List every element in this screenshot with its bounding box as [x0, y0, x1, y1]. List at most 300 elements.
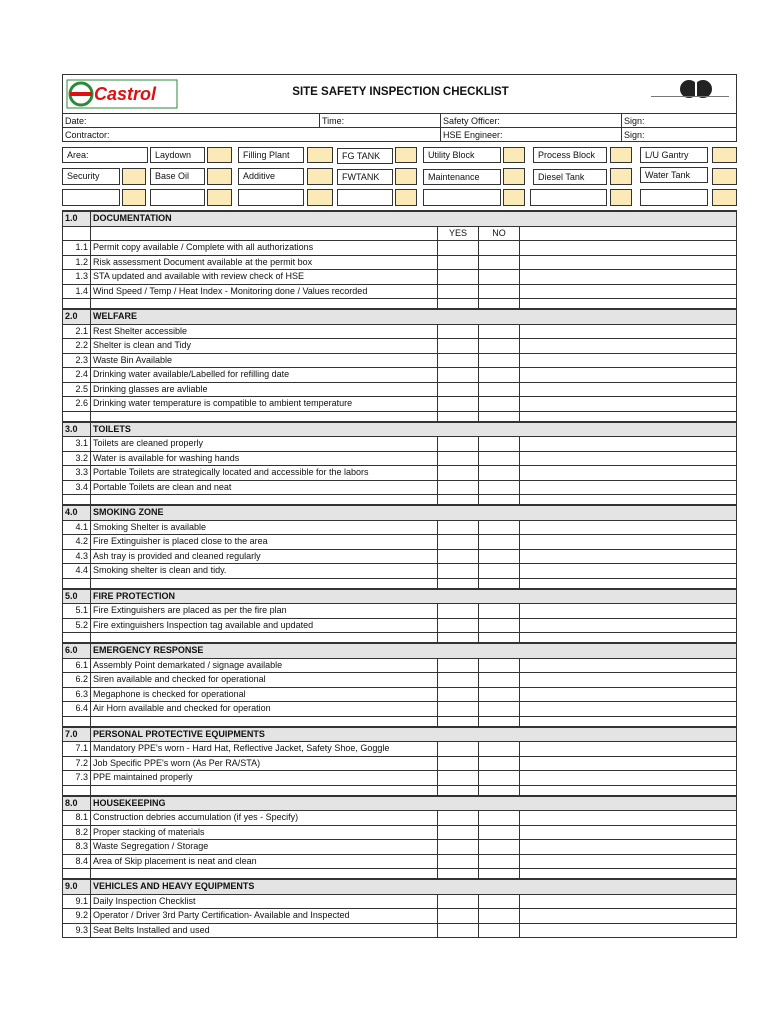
remarks-field[interactable] — [520, 270, 737, 285]
item-number: 6.4 — [63, 702, 91, 717]
empty-cell — [63, 495, 91, 506]
no-checkbox[interactable] — [479, 564, 520, 579]
item-description: Rest Shelter accessible — [91, 324, 438, 339]
item-number: 8.4 — [63, 854, 91, 869]
sign-field[interactable]: Sign: — [622, 128, 737, 142]
checklist-row — [63, 702, 737, 717]
checklist-row — [63, 771, 737, 786]
date-field[interactable]: Date: — [63, 114, 320, 128]
area-blank-checkbox[interactable] — [307, 189, 333, 206]
yes-checkbox[interactable] — [438, 564, 479, 579]
document-header — [62, 74, 737, 113]
safety-officer-field[interactable]: Safety Officer: — [441, 114, 622, 128]
item-number: 2.1 — [63, 324, 91, 339]
checklist-row — [63, 451, 737, 466]
time-field[interactable]: Time: — [320, 114, 441, 128]
remarks-field[interactable] — [520, 854, 737, 869]
section-header — [63, 796, 737, 811]
checklist-table — [62, 210, 737, 938]
area-blank-checkbox[interactable] — [395, 189, 417, 206]
area-blank-field[interactable] — [62, 189, 120, 206]
area-blank-field[interactable] — [150, 189, 205, 206]
empty-cell — [63, 226, 91, 241]
area-checkbox-security[interactable] — [122, 168, 146, 185]
no-checkbox[interactable] — [479, 339, 520, 354]
item-description: Portable Toilets are clean and neat — [91, 480, 438, 495]
section-number: 8.0 — [63, 796, 91, 811]
area-blank-checkbox[interactable] — [503, 189, 525, 206]
remarks-field[interactable] — [520, 923, 737, 938]
no-checkbox[interactable] — [479, 894, 520, 909]
remarks-field[interactable] — [520, 811, 737, 826]
yes-checkbox[interactable] — [438, 840, 479, 855]
contractor-field[interactable]: Contractor: — [63, 128, 441, 142]
section-header — [63, 589, 737, 604]
spacer-row — [63, 411, 737, 422]
item-number: 4.2 — [63, 535, 91, 550]
remarks-field[interactable] — [520, 241, 737, 256]
remarks-field[interactable] — [520, 618, 737, 633]
section-header — [63, 505, 737, 520]
checklist-row — [63, 658, 737, 673]
no-checkbox[interactable] — [479, 270, 520, 285]
empty-cell — [91, 226, 438, 241]
checklist-row — [63, 284, 737, 299]
empty-cell — [520, 411, 737, 422]
yes-checkbox[interactable] — [438, 811, 479, 826]
area-blank-field[interactable] — [640, 189, 708, 206]
section-title: SMOKING ZONE — [91, 505, 737, 520]
empty-cell — [438, 785, 479, 796]
yes-checkbox[interactable] — [438, 923, 479, 938]
item-number: 7.1 — [63, 742, 91, 757]
yes-checkbox[interactable] — [438, 742, 479, 757]
item-description: Water is available for washing hands — [91, 451, 438, 466]
item-description: Job Specific PPE's worn (As Per RA/STA) — [91, 756, 438, 771]
remarks-field[interactable] — [520, 324, 737, 339]
item-description: Ash tray is provided and cleaned regularly — [91, 549, 438, 564]
section-number: 2.0 — [63, 309, 91, 324]
page-title: SITE SAFETY INSPECTION CHECKLIST — [292, 86, 509, 98]
checklist-row — [63, 324, 737, 339]
checklist-row — [63, 437, 737, 452]
yes-checkbox[interactable] — [438, 480, 479, 495]
empty-cell — [438, 495, 479, 506]
yes-checkbox[interactable] — [438, 339, 479, 354]
yes-checkbox[interactable] — [438, 520, 479, 535]
remarks-field[interactable] — [520, 520, 737, 535]
remarks-field[interactable] — [520, 397, 737, 412]
item-number: 5.2 — [63, 618, 91, 633]
empty-cell — [520, 299, 737, 310]
area-blank-field[interactable] — [238, 189, 304, 206]
yes-checkbox[interactable] — [438, 771, 479, 786]
remarks-field[interactable] — [520, 756, 737, 771]
yes-checkbox[interactable] — [438, 466, 479, 481]
item-number: 3.2 — [63, 451, 91, 466]
empty-cell — [63, 633, 91, 644]
checklist-row — [63, 520, 737, 535]
item-description: Construction debries accumulation (if yes - Specify) — [91, 811, 438, 826]
no-checkbox[interactable] — [479, 825, 520, 840]
item-number: 4.3 — [63, 549, 91, 564]
area-option-base-oil: Base Oil — [150, 168, 205, 185]
yes-checkbox[interactable] — [438, 549, 479, 564]
remarks-field[interactable] — [520, 284, 737, 299]
empty-cell — [438, 578, 479, 589]
empty-cell — [91, 716, 438, 727]
remarks-field[interactable] — [520, 771, 737, 786]
empty-cell — [520, 495, 737, 506]
no-checkbox[interactable] — [479, 466, 520, 481]
empty-cell — [438, 716, 479, 727]
remarks-field[interactable] — [520, 451, 737, 466]
item-number: 8.2 — [63, 825, 91, 840]
remarks-field[interactable] — [520, 894, 737, 909]
section-header — [63, 309, 737, 324]
area-checkbox-fwtank[interactable] — [395, 168, 417, 185]
yes-checkbox[interactable] — [438, 368, 479, 383]
empty-cell — [479, 495, 520, 506]
yes-checkbox[interactable] — [438, 324, 479, 339]
checklist-row — [63, 382, 737, 397]
checklist-row — [63, 353, 737, 368]
yes-checkbox[interactable] — [438, 255, 479, 270]
area-option-maintenance: Maintenance — [423, 169, 501, 185]
remarks-field[interactable] — [520, 742, 737, 757]
area-blank-checkbox[interactable] — [712, 189, 737, 206]
no-checkbox[interactable] — [479, 811, 520, 826]
area-blank-field[interactable] — [530, 189, 607, 206]
no-checkbox[interactable] — [479, 520, 520, 535]
area-checkbox-filling-plant[interactable] — [307, 147, 333, 163]
section-title: WELFARE — [91, 309, 737, 324]
item-number: 2.3 — [63, 353, 91, 368]
empty-cell — [63, 869, 91, 880]
item-number: 6.2 — [63, 673, 91, 688]
empty-cell — [91, 633, 438, 644]
section-number: 9.0 — [63, 879, 91, 894]
section-title: TOILETS — [91, 422, 737, 437]
area-blank-checkbox[interactable] — [122, 189, 146, 206]
brand-wordmark: Castrol — [94, 84, 157, 104]
remarks-field[interactable] — [520, 702, 737, 717]
remarks-field[interactable] — [520, 909, 737, 924]
checklist-row — [63, 825, 737, 840]
item-description: Area of Skip placement is neat and clean — [91, 854, 438, 869]
yes-checkbox[interactable] — [438, 284, 479, 299]
spacer-row — [63, 299, 737, 310]
item-description: Fire Extinguishers are placed as per the fire plan — [91, 604, 438, 619]
remarks-field[interactable] — [520, 840, 737, 855]
yes-checkbox[interactable] — [438, 854, 479, 869]
yes-checkbox[interactable] — [438, 451, 479, 466]
section-title: PERSONAL PROTECTIVE EQUIPMENTS — [91, 727, 737, 742]
checklist-row — [63, 535, 737, 550]
item-number: 2.6 — [63, 397, 91, 412]
area-blank-field[interactable] — [337, 189, 393, 206]
section-title: EMERGENCY RESPONSE — [91, 643, 737, 658]
no-checkbox[interactable] — [479, 923, 520, 938]
empty-cell — [91, 869, 438, 880]
no-checkbox[interactable] — [479, 604, 520, 619]
empty-cell — [479, 578, 520, 589]
no-checkbox[interactable] — [479, 284, 520, 299]
section-number: 5.0 — [63, 589, 91, 604]
item-number: 2.2 — [63, 339, 91, 354]
yes-checkbox[interactable] — [438, 397, 479, 412]
area-checkbox-fg-tank[interactable] — [395, 147, 417, 163]
area-checkbox-diesel-tank[interactable] — [610, 168, 632, 185]
no-checkbox[interactable] — [479, 702, 520, 717]
empty-cell — [91, 495, 438, 506]
item-description: Smoking Shelter is available — [91, 520, 438, 535]
remarks-field[interactable] — [520, 255, 737, 270]
checklist-row — [63, 618, 737, 633]
area-checkbox-additive[interactable] — [307, 168, 333, 185]
yes-checkbox[interactable] — [438, 658, 479, 673]
no-checkbox[interactable] — [479, 535, 520, 550]
section-header — [63, 879, 737, 894]
item-description: Assembly Point demarkated / signage available — [91, 658, 438, 673]
empty-cell — [63, 578, 91, 589]
remarks-field[interactable] — [520, 564, 737, 579]
remarks-field[interactable] — [520, 382, 737, 397]
item-description: Shelter is clean and Tidy — [91, 339, 438, 354]
remarks-field[interactable] — [520, 673, 737, 688]
item-description: Toilets are cleaned properly — [91, 437, 438, 452]
remarks-field[interactable] — [520, 368, 737, 383]
yes-checkbox[interactable] — [438, 270, 479, 285]
no-checkbox[interactable] — [479, 368, 520, 383]
empty-cell — [520, 716, 737, 727]
item-number: 2.5 — [63, 382, 91, 397]
area-option-diesel-tank: Diesel Tank — [533, 169, 607, 185]
item-description: Fire extinguishers Inspection tag available and updated — [91, 618, 438, 633]
spacer-row — [63, 716, 737, 727]
area-option-additive: Additive — [238, 168, 304, 185]
no-checkbox[interactable] — [479, 353, 520, 368]
section-title: VEHICLES AND HEAVY EQUIPMENTS — [91, 879, 737, 894]
item-description: Wind Speed / Temp / Heat Index - Monitoring done / Values recorded — [91, 284, 438, 299]
empty-cell — [63, 411, 91, 422]
no-checkbox[interactable] — [479, 771, 520, 786]
empty-cell — [479, 716, 520, 727]
section-title: DOCUMENTATION — [91, 211, 737, 226]
spacer-row — [63, 578, 737, 589]
item-description: Waste Segregation / Storage — [91, 840, 438, 855]
no-checkbox[interactable] — [479, 742, 520, 757]
checklist-row — [63, 854, 737, 869]
area-checkbox-utility-block[interactable] — [503, 147, 525, 163]
checklist-row — [63, 270, 737, 285]
remarks-cell — [520, 226, 737, 241]
empty-cell — [479, 869, 520, 880]
checklist-row — [63, 466, 737, 481]
spacer-row — [63, 785, 737, 796]
yes-checkbox[interactable] — [438, 702, 479, 717]
item-description: STA updated and available with review check of HSE — [91, 270, 438, 285]
item-number: 9.2 — [63, 909, 91, 924]
item-number: 4.4 — [63, 564, 91, 579]
yes-checkbox[interactable] — [438, 687, 479, 702]
yes-checkbox[interactable] — [438, 756, 479, 771]
remarks-field[interactable] — [520, 604, 737, 619]
empty-cell — [520, 785, 737, 796]
section-number: 4.0 — [63, 505, 91, 520]
yes-column-header: YES — [438, 226, 479, 241]
no-column-header: NO — [479, 226, 520, 241]
section-header — [63, 422, 737, 437]
item-number: 9.1 — [63, 894, 91, 909]
yes-checkbox[interactable] — [438, 353, 479, 368]
no-checkbox[interactable] — [479, 480, 520, 495]
remarks-field[interactable] — [520, 549, 737, 564]
yes-checkbox[interactable] — [438, 604, 479, 619]
no-checkbox[interactable] — [479, 382, 520, 397]
empty-cell — [91, 411, 438, 422]
empty-cell — [63, 299, 91, 310]
item-number: 7.2 — [63, 756, 91, 771]
empty-cell — [91, 785, 438, 796]
no-checkbox[interactable] — [479, 618, 520, 633]
area-checkbox-maintenance[interactable] — [503, 168, 525, 185]
section-number: 7.0 — [63, 727, 91, 742]
area-blank-field[interactable] — [423, 189, 501, 206]
yes-no-header-row — [63, 226, 737, 241]
no-checkbox[interactable] — [479, 658, 520, 673]
empty-cell — [63, 785, 91, 796]
remarks-field[interactable] — [520, 466, 737, 481]
partner-logo — [649, 78, 731, 110]
no-checkbox[interactable] — [479, 756, 520, 771]
area-option-utility-block: Utility Block — [423, 147, 501, 163]
no-checkbox[interactable] — [479, 673, 520, 688]
remarks-field[interactable] — [520, 687, 737, 702]
section-number: 6.0 — [63, 643, 91, 658]
yes-checkbox[interactable] — [438, 618, 479, 633]
remarks-field[interactable] — [520, 353, 737, 368]
area-option-fg-tank: FG TANK — [337, 148, 393, 164]
sign-field[interactable]: Sign: — [622, 114, 737, 128]
area-option-lu-gantry: L/U Gantry — [640, 147, 708, 163]
info-table — [62, 113, 737, 142]
item-description: Air Horn available and checked for operation — [91, 702, 438, 717]
yes-checkbox[interactable] — [438, 894, 479, 909]
item-description: PPE maintained properly — [91, 771, 438, 786]
no-checkbox[interactable] — [479, 324, 520, 339]
yes-checkbox[interactable] — [438, 535, 479, 550]
item-description: Proper stacking of materials — [91, 825, 438, 840]
checklist-row — [63, 480, 737, 495]
empty-cell — [479, 633, 520, 644]
no-checkbox[interactable] — [479, 451, 520, 466]
area-checkbox-base-oil[interactable] — [207, 168, 232, 185]
item-description: Operator / Driver 3rd Party Certification- Available and Inspected — [91, 909, 438, 924]
area-checkbox-process-block[interactable] — [610, 147, 632, 163]
yes-checkbox[interactable] — [438, 382, 479, 397]
remarks-field[interactable] — [520, 480, 737, 495]
yes-checkbox[interactable] — [438, 909, 479, 924]
spacer-row — [63, 495, 737, 506]
item-description: Siren available and checked for operational — [91, 673, 438, 688]
empty-cell — [438, 633, 479, 644]
item-description: Mandatory PPE's worn - Hard Hat, Reflective Jacket, Safety Shoe, Goggle — [91, 742, 438, 757]
area-checkbox-lu-gantry[interactable] — [712, 147, 737, 163]
item-number: 2.4 — [63, 368, 91, 383]
item-number: 1.3 — [63, 270, 91, 285]
section-title: HOUSEKEEPING — [91, 796, 737, 811]
checklist-row — [63, 549, 737, 564]
item-number: 1.2 — [63, 255, 91, 270]
no-checkbox[interactable] — [479, 854, 520, 869]
item-number: 8.1 — [63, 811, 91, 826]
empty-cell — [479, 785, 520, 796]
no-checkbox[interactable] — [479, 397, 520, 412]
remarks-field[interactable] — [520, 658, 737, 673]
checklist-row — [63, 909, 737, 924]
checklist-sheet — [62, 74, 737, 142]
no-checkbox[interactable] — [479, 840, 520, 855]
no-checkbox[interactable] — [479, 687, 520, 702]
area-blank-checkbox[interactable] — [207, 189, 232, 206]
spacer-row — [63, 869, 737, 880]
area-option-security: Security — [62, 168, 120, 185]
checklist-row — [63, 756, 737, 771]
yes-checkbox[interactable] — [438, 241, 479, 256]
empty-cell — [479, 411, 520, 422]
area-option-filling-plant: Filling Plant — [238, 147, 304, 163]
checklist-row — [63, 894, 737, 909]
no-checkbox[interactable] — [479, 909, 520, 924]
area-option-water-tank: Water Tank — [640, 167, 708, 183]
remarks-field[interactable] — [520, 339, 737, 354]
item-description: Drinking glasses are avliable — [91, 382, 438, 397]
item-description: Smoking shelter is clean and tidy. — [91, 564, 438, 579]
no-checkbox[interactable] — [479, 255, 520, 270]
area-checkbox-water-tank[interactable] — [712, 168, 737, 185]
checklist-row — [63, 811, 737, 826]
no-checkbox[interactable] — [479, 437, 520, 452]
empty-cell — [520, 869, 737, 880]
area-blank-checkbox[interactable] — [610, 189, 632, 206]
spacer-row — [63, 633, 737, 644]
item-number: 4.1 — [63, 520, 91, 535]
checklist-row — [63, 241, 737, 256]
item-number: 6.3 — [63, 687, 91, 702]
empty-cell — [91, 578, 438, 589]
section-title: FIRE PROTECTION — [91, 589, 737, 604]
remarks-field[interactable] — [520, 437, 737, 452]
yes-checkbox[interactable] — [438, 437, 479, 452]
item-number: 3.4 — [63, 480, 91, 495]
area-checkbox-laydown[interactable] — [207, 147, 232, 163]
item-description: Seat Belts Installed and used — [91, 923, 438, 938]
section-header — [63, 643, 737, 658]
yes-checkbox[interactable] — [438, 825, 479, 840]
remarks-field[interactable] — [520, 535, 737, 550]
no-checkbox[interactable] — [479, 241, 520, 256]
remarks-field[interactable] — [520, 825, 737, 840]
yes-checkbox[interactable] — [438, 673, 479, 688]
hse-engineer-field[interactable]: HSE Engineer: — [441, 128, 622, 142]
checklist-row — [63, 742, 737, 757]
checklist-row — [63, 397, 737, 412]
item-description: Drinking water available/Labelled for refilling date — [91, 368, 438, 383]
empty-cell — [91, 299, 438, 310]
item-number: 3.1 — [63, 437, 91, 452]
no-checkbox[interactable] — [479, 549, 520, 564]
